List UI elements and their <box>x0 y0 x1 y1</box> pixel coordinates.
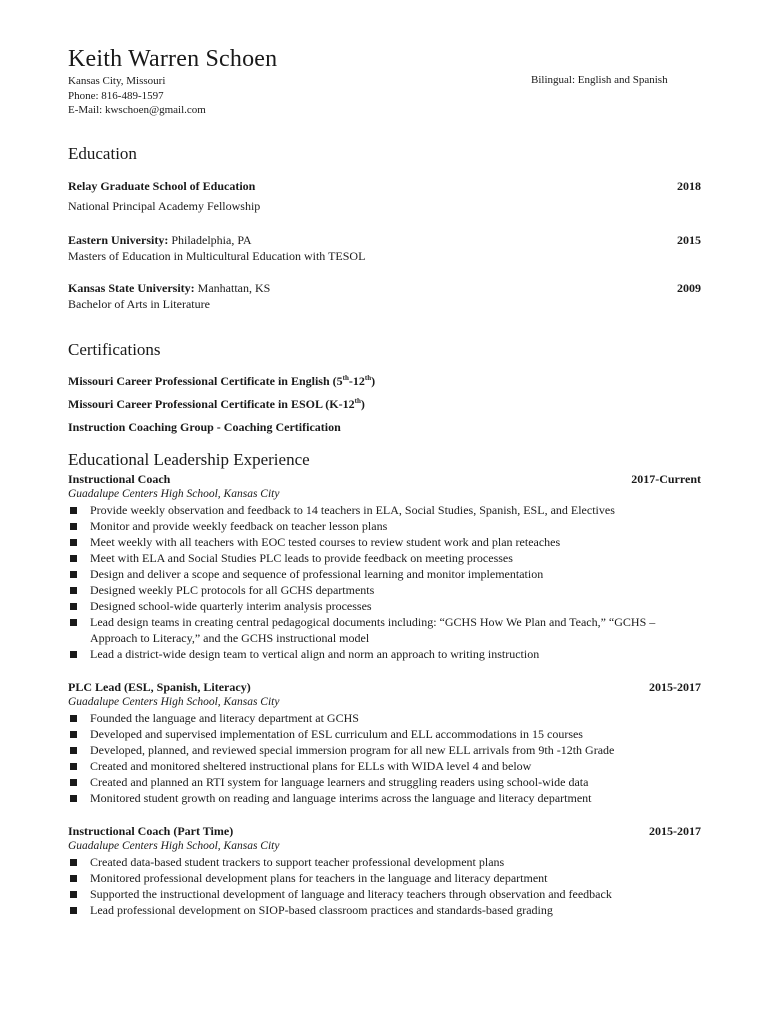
education-detail: Masters of Education in Multicultural Education with TESOL <box>68 249 366 263</box>
job-title: Instructional Coach <box>68 472 171 486</box>
bullet-icon <box>70 523 77 530</box>
list-item: Developed, planned, and reviewed special immersion program for all new ELL arrivals from 9th -12th Grade <box>68 742 701 758</box>
job-dates: 2015-2017 <box>649 824 701 838</box>
bullet-icon <box>70 603 77 610</box>
bullet-icon <box>70 587 77 594</box>
education-detail: National Principal Academy Fellowship <box>68 199 261 213</box>
bullet-icon <box>70 763 77 770</box>
list-item: Developed and supervised implementation of ESL curriculum and ELL accommodations in 15 courses <box>68 726 701 742</box>
bullet-icon <box>70 779 77 786</box>
list-item: Monitored professional development plans for teachers in the language and literacy department <box>68 870 701 886</box>
education-entry <box>68 179 701 214</box>
education-detail: Bachelor of Arts in Literature <box>68 297 210 311</box>
bullet-icon <box>70 907 77 914</box>
bullet-icon <box>70 875 77 882</box>
list-item: Designed weekly PLC protocols for all GCHS departments <box>68 582 701 598</box>
list-item: Lead professional development on SIOP-based classroom practices and standards-based grading <box>68 902 701 918</box>
list-item: Created and monitored sheltered instructional plans for ELLs with WIDA level 4 and below <box>68 758 701 774</box>
certification-item: Missouri Career Professional Certificate in ESOL (K-12th) <box>68 397 365 411</box>
certifications-heading: Certifications <box>68 340 161 359</box>
education-year: 2015 <box>677 233 701 247</box>
job-entry <box>68 680 701 806</box>
bullet-icon <box>70 651 77 658</box>
education-year: 2009 <box>677 281 701 295</box>
job-title: Instructional Coach (Part Time) <box>68 824 234 838</box>
bullet-icon <box>70 715 77 722</box>
job-dates: 2015-2017 <box>649 680 701 694</box>
list-item: Created and planned an RTI system for language learners and struggling readers using school-wide data <box>68 774 701 790</box>
job-employer: Guadalupe Centers High School, Kansas City <box>68 840 280 852</box>
list-item: Supported the instructional development of language and literacy teachers through observation and feedback <box>68 886 701 902</box>
contact-city: Kansas City, Missouri <box>68 75 166 87</box>
job-entry <box>68 472 701 662</box>
education-location: Manhattan, KS <box>194 281 271 295</box>
list-item: Founded the language and literacy department at GCHS <box>68 710 701 726</box>
certification-item: Missouri Career Professional Certificate in English (5th-12th) <box>68 374 376 388</box>
education-org: Kansas State University: <box>68 281 195 295</box>
candidate-name: Keith Warren Schoen <box>68 46 278 72</box>
experience-heading: Educational Leadership Experience <box>68 450 310 469</box>
bullet-icon <box>70 619 77 626</box>
list-item: Design and deliver a scope and sequence of professional learning and monitor implementation <box>68 566 701 582</box>
list-item: Created data-based student trackers to support teacher professional development plans <box>68 854 701 870</box>
bullet-icon <box>70 859 77 866</box>
certification-item: Instruction Coaching Group - Coaching Certification <box>68 420 341 434</box>
list-item: Designed school-wide quarterly interim analysis processes <box>68 598 701 614</box>
contact-email: E-Mail: kwschoen@gmail.com <box>68 104 206 116</box>
job-dates: 2017-Current <box>631 472 701 486</box>
bullet-icon <box>70 731 77 738</box>
bullet-icon <box>70 555 77 562</box>
bilingual-note: Bilingual: English and Spanish <box>531 74 668 86</box>
list-item: Monitored student growth on reading and language interims across the language and literacy department <box>68 790 701 806</box>
bullet-icon <box>70 571 77 578</box>
list-item: Provide weekly observation and feedback to 14 teachers in ELA, Social Studies, Spanish, ESL, and Electives <box>68 502 701 518</box>
job-bullets <box>68 502 701 662</box>
job-title: PLC Lead (ESL, Spanish, Literacy) <box>68 680 251 694</box>
bullet-icon <box>70 507 77 514</box>
list-item: Meet weekly with all teachers with EOC tested courses to review student work and plan reteaches <box>68 534 701 550</box>
contact-phone: Phone: 816-489-1597 <box>68 89 164 102</box>
job-employer: Guadalupe Centers High School, Kansas City <box>68 696 280 708</box>
job-bullets <box>68 710 701 806</box>
job-entry <box>68 824 701 918</box>
bullet-icon <box>70 891 77 898</box>
education-entry <box>68 281 701 312</box>
bullet-icon <box>70 747 77 754</box>
education-org: Relay Graduate School of Education <box>68 179 256 193</box>
list-item: Lead design teams in creating central pedagogical documents including: “GCHS How We Plan and Teach,” “GCHS – Approach to Literacy,” and the GCHS instructional model <box>68 614 701 646</box>
list-item: Lead a district-wide design team to vertical align and norm an approach to writing instruction <box>68 646 701 662</box>
bullet-icon <box>70 539 77 546</box>
job-bullets <box>68 854 701 918</box>
contact-block <box>68 74 206 118</box>
job-employer: Guadalupe Centers High School, Kansas City <box>68 488 280 500</box>
education-heading: Education <box>68 144 137 163</box>
list-item: Monitor and provide weekly feedback on teacher lesson plans <box>68 518 701 534</box>
education-year: 2018 <box>677 179 701 193</box>
bullet-icon <box>70 795 77 802</box>
education-location: Philadelphia, PA <box>168 233 252 247</box>
education-org: Eastern University: <box>68 233 169 247</box>
education-entry <box>68 233 701 264</box>
list-item: Meet with ELA and Social Studies PLC leads to provide feedback on meeting processes <box>68 550 701 566</box>
